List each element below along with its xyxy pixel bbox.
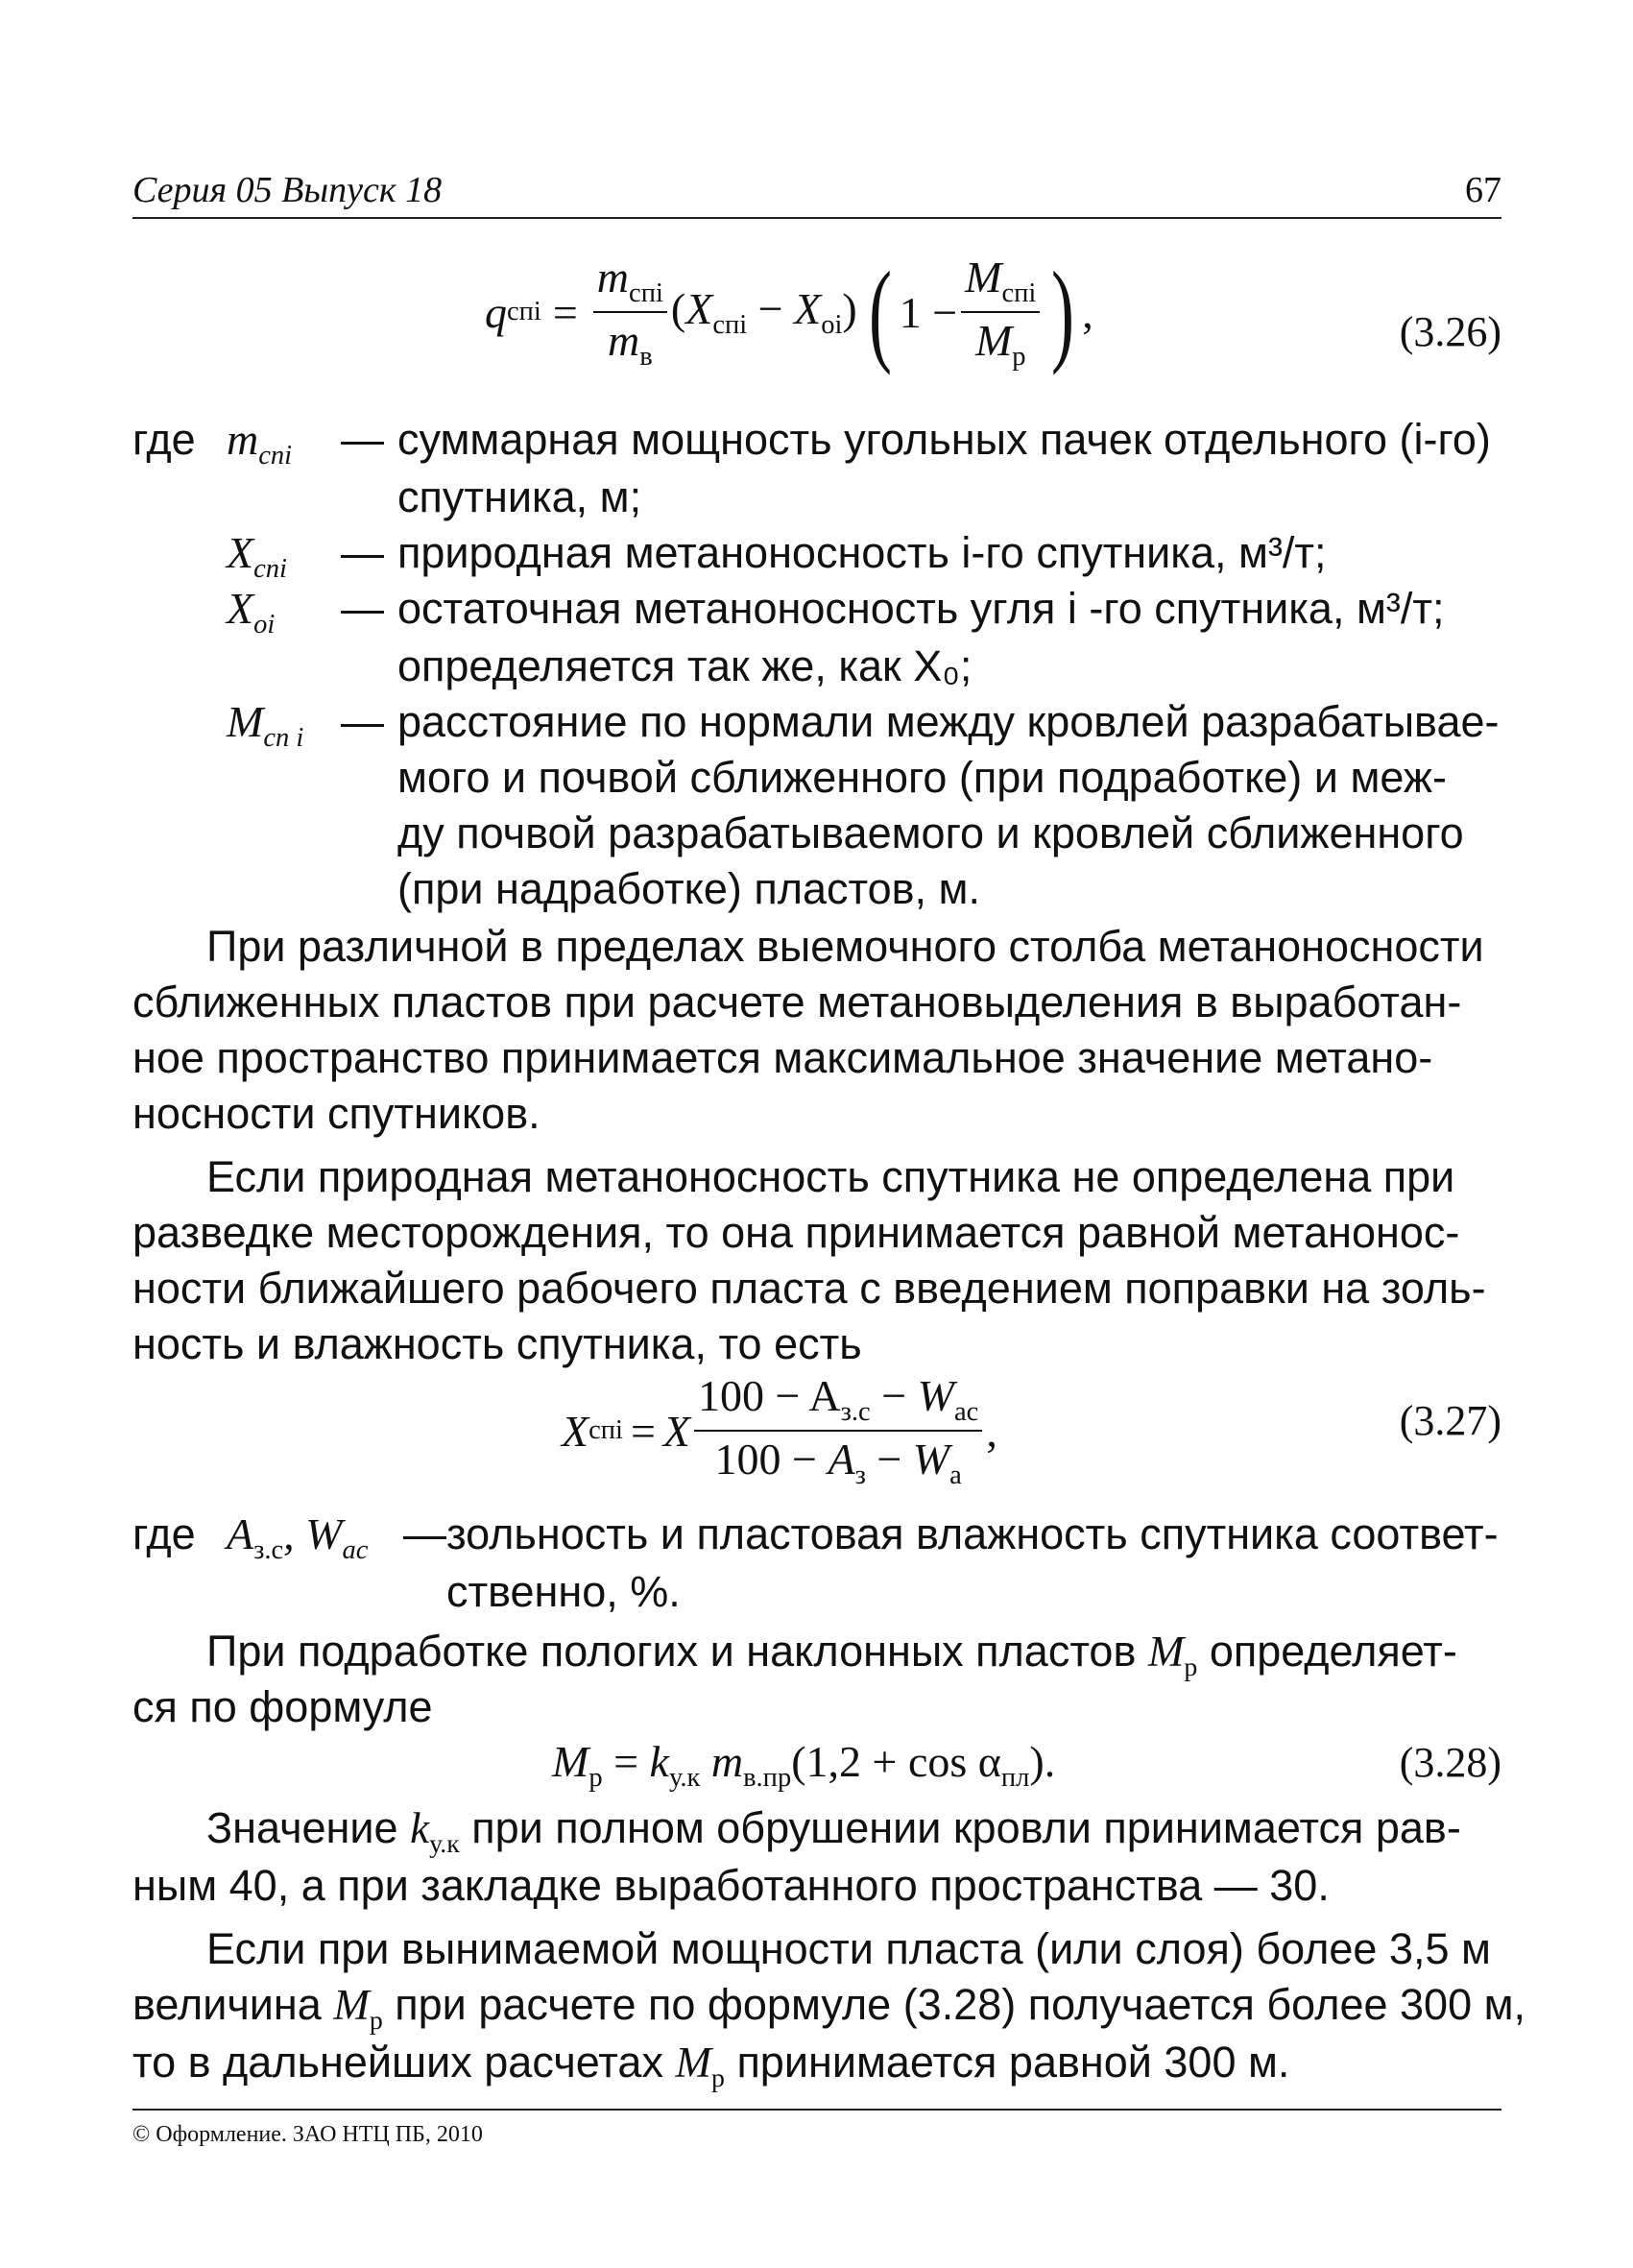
- equation-number-3-26: (3.26): [1399, 308, 1501, 355]
- symbol-a-zs-w-as: $A_{з.с}$, $W_{ас}$: [227, 1509, 369, 1565]
- definition-x-oi-line2: определяется так же, как X₀;: [397, 641, 973, 690]
- paragraph-2-line4: ность и влажность спутника, то есть: [132, 1319, 862, 1368]
- eq327-numerator-prefix: 100 − A: [698, 1371, 841, 1421]
- equation-3-27: X спi = X $\frac{100 - A_{з.с} - W_{ас}}{100 - A_з - W_а}$ ,: [562, 1371, 997, 1490]
- header-rule: [132, 217, 1501, 219]
- paragraph-1-line1: При различной в пределах выемочного столба метаноносности: [206, 922, 1484, 971]
- paragraph-5-line3: то в дальнейших расчетах $M_р$ принимается равной 300 м.: [132, 2038, 1290, 2093]
- paragraph-2-line3: ности ближайшего рабочего пласта с введением поправки на золь-: [132, 1264, 1486, 1313]
- dash: —: [341, 584, 384, 633]
- symbol-m-sp-i: $M_{сп i}$: [227, 697, 304, 753]
- definition-m-sp-i-line3: ду почвой разрабатываемого и кровлей сближенного: [397, 808, 1464, 857]
- definition-m-spi-line2: спутника, м;: [397, 472, 642, 521]
- paragraph-3-line1: При подработке пологих и наклонных пластов $M_р$ определяет-: [206, 1627, 1457, 1682]
- symbol-m-spi: $m_{спi}$: [227, 415, 293, 470]
- paragraph-4-line1: Значение $k_{у.к}$ при полном обрушении кровли принимается рав-: [206, 1803, 1461, 1859]
- definition-m-sp-i-line4: (при надработке) пластов, м.: [397, 864, 980, 913]
- definition-m-sp-i-line1: расстояние по нормали между кровлей разрабатывае-: [397, 697, 1500, 746]
- equation-number-3-28: (3.28): [1399, 1739, 1501, 1786]
- where-label: где: [132, 1509, 196, 1558]
- paragraph-4-line2: ным 40, а при закладке выработанного пространства — 30.: [132, 1861, 1330, 1910]
- definition-m-sp-i-line2: мого и почвой сближенного (при подработке) и меж-: [397, 753, 1447, 802]
- definition-x-spi: природная метаноносность i-го спутника, м³/т;: [397, 528, 1327, 577]
- where-label: где: [132, 415, 196, 464]
- dash: —: [341, 697, 384, 746]
- dash: —: [403, 1509, 446, 1558]
- dash: —: [341, 528, 384, 577]
- definition-m-spi-line1: суммарная мощность угольных пачек отдельного (i-го): [397, 415, 1491, 464]
- paragraph-2-line2: разведке месторождения, то она принимается равной метанонос-: [132, 1208, 1460, 1257]
- symbol-x-oi: $X_{оi}$: [227, 584, 276, 639]
- paragraph-1-line4: носности спутников.: [132, 1089, 540, 1138]
- equation-3-26: q спi = $\frac{m_{спi}}{m_в}$ $(X_{спi} - X_{оi})$ ( 1 − $\frac{M_{спi}}{M_р}$ ) ,: [485, 248, 1093, 375]
- symbol-x-spi: $X_{спi}$: [227, 528, 287, 584]
- paragraph-1-line3: ное пространство принимается максимальное значение метано-: [132, 1033, 1433, 1082]
- paragraph-5-line2: величина $M_р$ при расчете по формуле (3.28) получается более 300 м,: [132, 1980, 1526, 2036]
- paragraph-1-line2: сближенных пластов при расчете метановыделения в выработан-: [132, 977, 1462, 1026]
- paragraph-5-line1: Если при вынимаемой мощности пласта (или слоя) более 3,5 м: [206, 1924, 1491, 1973]
- page-number: 67: [1465, 170, 1501, 210]
- footer-copyright: © Оформление. ЗАО НТЦ ПБ, 2010: [132, 2122, 483, 2147]
- running-header: Серия 05 Выпуск 18: [132, 170, 443, 210]
- definition-a-w-line2: ственно, %.: [446, 1567, 681, 1616]
- footer-rule: [132, 2109, 1501, 2111]
- equation-3-28: $M_р = k_{у.к}$ $m_{в.пр}(1,2 + \cos \alpha_{пл})$.: [552, 1737, 1056, 1793]
- definition-x-oi-line1: остаточная метаноносность угля i -го спутника, м³/т;: [397, 584, 1445, 633]
- paragraph-3-line2: ся по формуле: [132, 1682, 433, 1731]
- paragraph-2-line1: Если природная метаноносность спутника не определена при: [206, 1152, 1455, 1201]
- definition-a-w-line1: зольность и пластовая влажность спутника соответ-: [446, 1509, 1499, 1558]
- equation-number-3-27: (3.27): [1399, 1397, 1501, 1444]
- dash: —: [341, 415, 384, 464]
